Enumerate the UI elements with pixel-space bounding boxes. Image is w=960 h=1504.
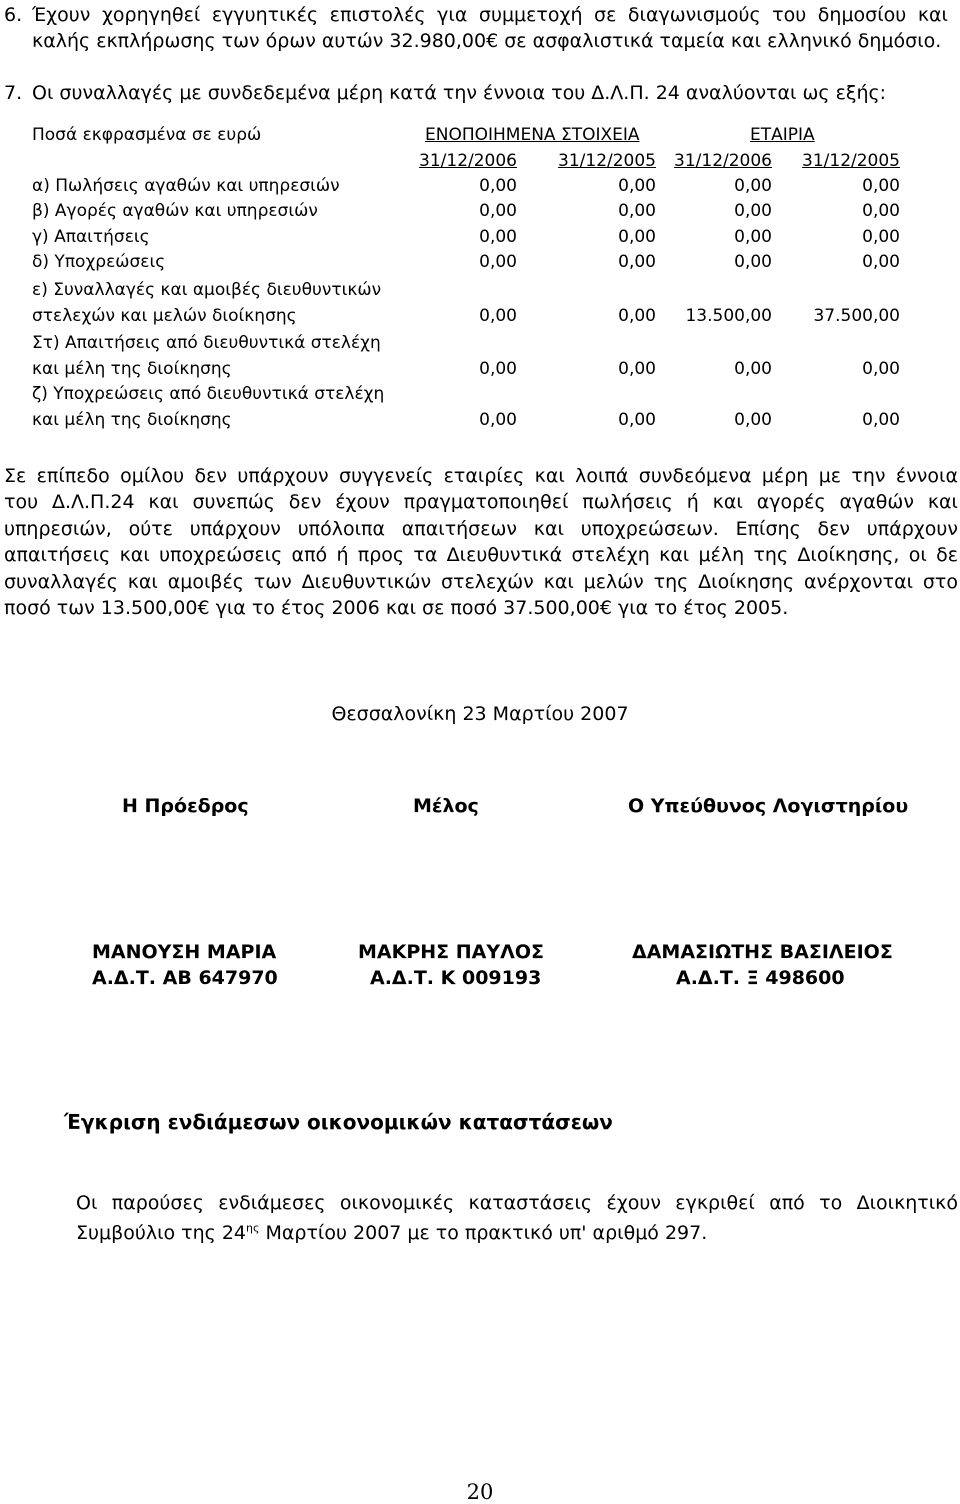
row-value: 0,00 [479, 252, 517, 272]
table-row [32, 249, 902, 275]
row-value: 0,00 [618, 201, 656, 221]
row-label: ε) Συναλλαγές και αμοιβές διευθυντικών [32, 280, 382, 300]
row-value: 0,00 [734, 176, 772, 196]
row-value: 0,00 [734, 410, 772, 430]
signatory-name: ΜΑΚΡΗΣ ΠΑΥΛΟΣ [358, 941, 544, 963]
approval-line: Οι παρούσες ενδιάμεσες οικονομικές καταστάσεις έχουν εγκριθεί από το Διοικητικό [76, 1192, 958, 1214]
note-line: υπηρεσιών, ούτε υπάρχουν υπόλοιπα απαιτήσεων και υποχρεώσεων. Επίσης δεν υπάρχουν [4, 517, 958, 540]
signatory-role: Ο Υπεύθυνος Λογιστηρίου [628, 795, 909, 817]
amount-caption: Ποσά εκφρασμένα σε ευρώ [32, 125, 262, 145]
row-label: α) Πωλήσεις αγαθών και υπηρεσιών [32, 176, 340, 196]
signatory-role: Μέλος [413, 795, 479, 817]
item-number: 6. [4, 4, 23, 26]
company-header: ΕΤΑΙΡΙΑ [750, 125, 815, 145]
signatory-name: ΜΑΝΟΥΣΗ ΜΑΡΙΑ [92, 941, 277, 963]
table-row [32, 224, 902, 250]
approval-line-end: Μαρτίου 2007 με το πρακτικό υπ' αριθμό 297. [259, 1222, 708, 1245]
date-header: 31/12/2006 [674, 151, 772, 171]
table-header-row [32, 122, 902, 148]
row-value: 0,00 [479, 201, 517, 221]
item-text: Έχουν χορηγηθεί εγγυητικές επιστολές για συμμετοχή σε διαγωνισμούς του δημοσίου και καλής εκπλήρωσης των όρων αυτών 32.980,00€ σε ασφαλιστικά ταμεία και ελληνικό δημόσιο. [32, 4, 948, 52]
row-value: 0,00 [479, 359, 517, 379]
row-value: 0,00 [734, 201, 772, 221]
ordinal-suffix: ης [246, 1222, 260, 1235]
row-value: 0,00 [862, 227, 900, 247]
row-value: 0,00 [618, 227, 656, 247]
note-line: συναλλαγές και αμοιβές των Διευθυντικών στελεχών και μελών της Διοίκησης ανέρχονται στο [4, 570, 958, 593]
row-value: 0,00 [479, 227, 517, 247]
approval-line-2 [76, 1222, 707, 1244]
place-date: Θεσσαλονίκη 23 Μαρτίου 2007 [331, 703, 629, 725]
row-label: γ) Απαιτήσεις [32, 227, 150, 247]
row-label-cont: και μέλη της διοίκησης [32, 410, 232, 430]
note-line: ποσό των 13.500,00€ για το έτος 2006 και σε ποσό 37.500,00€ για το έτος 2005. [4, 597, 789, 620]
table-row [32, 173, 902, 199]
list-item [0, 80, 948, 106]
row-value: 13.500,00 [685, 306, 772, 326]
row-label-cont: και μέλη της διοίκησης [32, 359, 232, 379]
date-header: 31/12/2005 [802, 151, 900, 171]
consolidated-header: ΕΝΟΠΟΙΗΜΕΝΑ ΣΤΟΙΧΕΙΑ [425, 125, 640, 145]
list-item [0, 2, 948, 54]
row-value: 0,00 [862, 410, 900, 430]
signatory-id: Α.Δ.Τ. Ξ 498600 [676, 967, 845, 989]
row-value: 0,00 [862, 359, 900, 379]
signatory-id: Α.Δ.Τ. Κ 009193 [370, 967, 542, 989]
row-value: 0,00 [734, 252, 772, 272]
date-header: 31/12/2005 [558, 151, 656, 171]
item-number: 7. [4, 82, 23, 104]
row-value: 0,00 [479, 176, 517, 196]
row-value: 0,00 [734, 359, 772, 379]
approval-title: Έγκριση ενδιάμεσων οικονομικών καταστάσεων [64, 1110, 613, 1134]
note-line: του Δ.Λ.Π.24 και συνεπώς δεν έχουν πραγματοποιηθεί πωλήσεις ή και αγορές αγαθών και [4, 491, 958, 514]
row-value: 37.500,00 [813, 306, 900, 326]
row-label: β) Αγορές αγαθών και υπηρεσιών [32, 201, 318, 221]
table-dates-row [32, 148, 902, 174]
note-line: απαιτήσεις και υποχρεώσεις από ή προς τα Διευθυντικά στελέχη και μέλη της Διοίκησης, οι δε [4, 544, 958, 567]
signatory-id: Α.Δ.Τ. ΑΒ 647970 [92, 967, 278, 989]
table-row [32, 381, 902, 433]
row-value: 0,00 [618, 359, 656, 379]
row-value: 0,00 [479, 306, 517, 326]
table-row [32, 198, 902, 224]
row-value: 0,00 [618, 410, 656, 430]
signatory-role: Η Πρόεδρος [122, 795, 249, 817]
row-value: 0,00 [618, 306, 656, 326]
approval-text [76, 1190, 958, 1246]
row-value: 0,00 [862, 176, 900, 196]
row-label: ζ) Υποχρεώσεις από διευθυντικά στελέχη [32, 384, 385, 404]
row-value: 0,00 [618, 252, 656, 272]
page-number: 20 [466, 1480, 494, 1504]
row-value: 0,00 [862, 201, 900, 221]
row-value: 0,00 [479, 410, 517, 430]
row-value: 0,00 [862, 252, 900, 272]
signatory-name: ΔΑΜΑΣΙΩΤΗΣ ΒΑΣΙΛΕΙΟΣ [632, 941, 893, 963]
table-row [32, 330, 902, 382]
approval-line-start: Συμβούλιο της 24 [76, 1222, 247, 1245]
row-label-cont: στελεχών και μελών διοίκησης [32, 306, 297, 326]
table-row [32, 277, 902, 329]
row-value: 0,00 [734, 227, 772, 247]
item-text: Οι συναλλαγές με συνδεδεμένα μέρη κατά την έννοια του Δ.Λ.Π. 24 αναλύονται ως εξής: [32, 82, 887, 104]
row-label: Στ) Απαιτήσεις από διευθυντικά στελέχη [32, 333, 381, 353]
date-header: 31/12/2006 [419, 151, 517, 171]
related-party-note [4, 463, 958, 621]
note-line: Σε επίπεδο ομίλου δεν υπάρχουν συγγενείς εταιρίες και λοιπά συνδεόμενα μέρη με την έννοια [4, 465, 958, 487]
row-value: 0,00 [618, 176, 656, 196]
row-label: δ) Υποχρεώσεις [32, 252, 166, 272]
